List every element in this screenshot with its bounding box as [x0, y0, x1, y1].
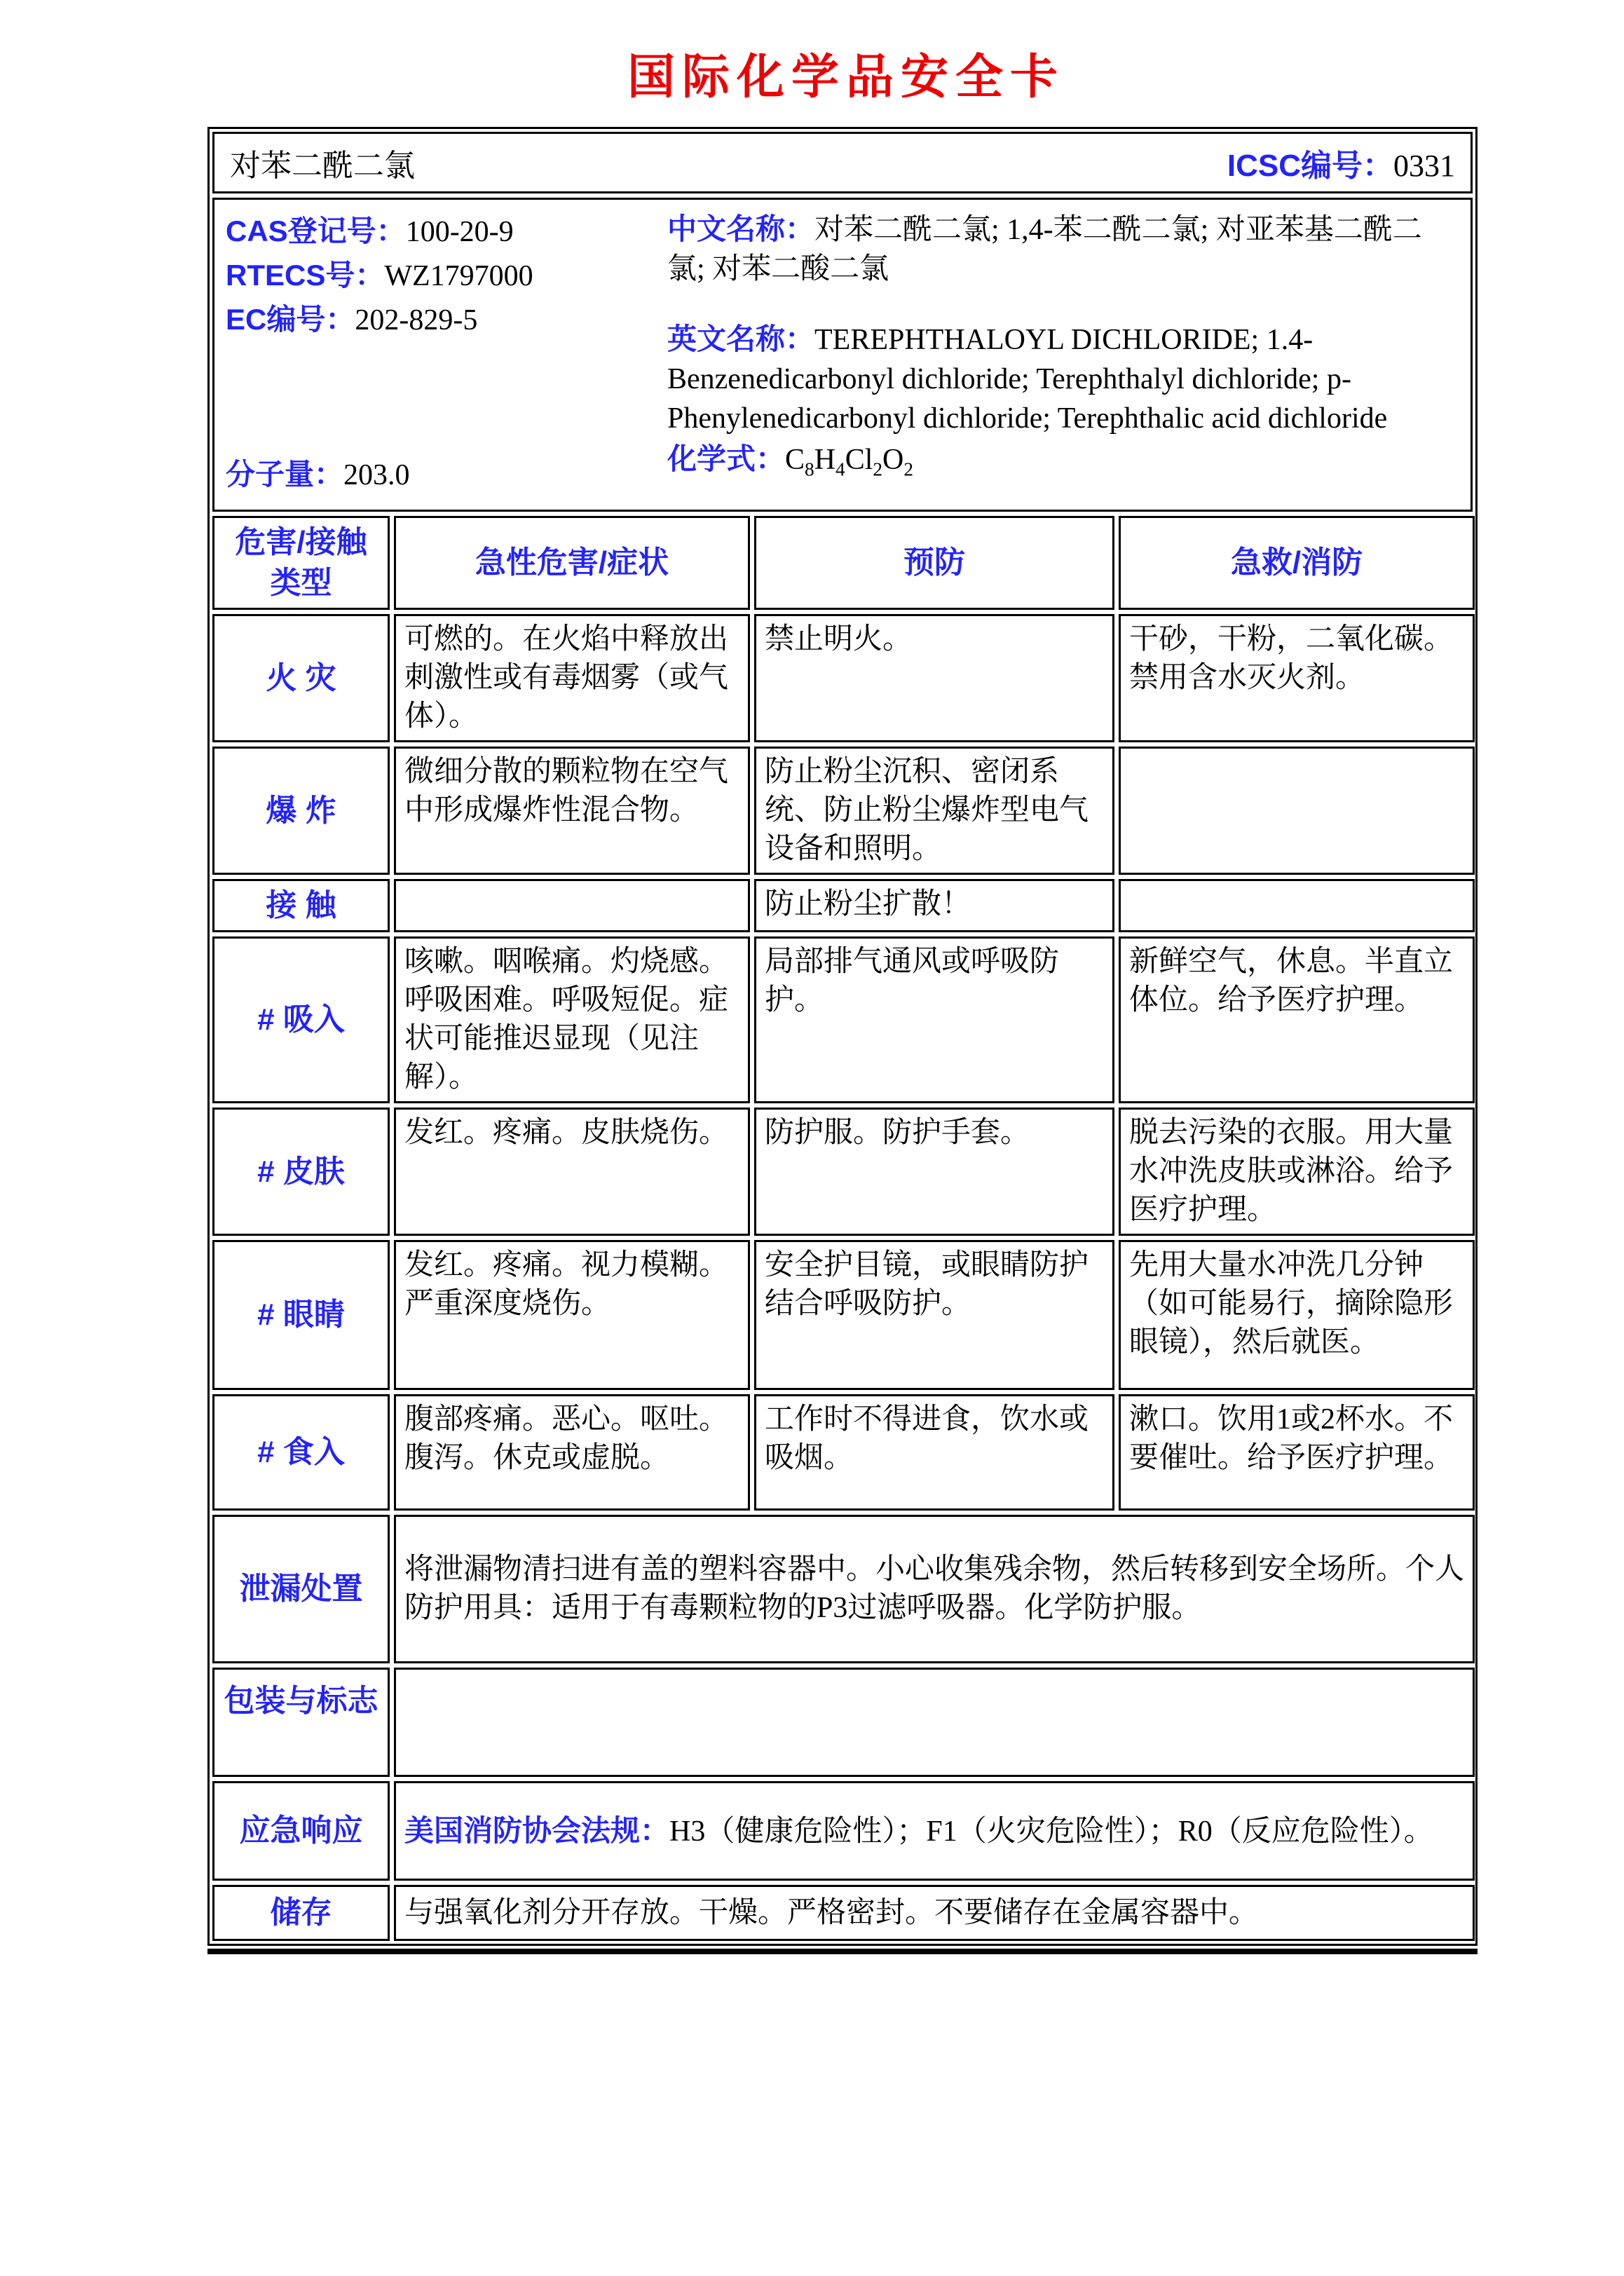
row-label-storage: 储存	[212, 1885, 390, 1941]
emergency-response-content	[394, 1781, 1475, 1881]
ec-label: EC编号：	[226, 303, 355, 336]
row-label-explosion: 爆 炸	[212, 747, 390, 875]
column-header-symptoms: 急性危害/症状	[394, 516, 750, 610]
row-label-skin: # 皮肤	[212, 1108, 390, 1236]
explosion-symptoms: 微细分散的颗粒物在空气中形成爆炸性混合物。	[394, 747, 750, 875]
row-label-emergency-response: 应急响应	[212, 1781, 390, 1881]
eyes-symptoms: 发红。疼痛。视力模糊。严重深度烧伤。	[394, 1240, 750, 1390]
icsc-number: 0331	[1393, 149, 1455, 183]
ec-line	[226, 298, 667, 342]
fire-prevention: 禁止明火。	[754, 614, 1114, 742]
column-header-hazard-type: 危害/接触类型	[212, 516, 390, 610]
exposure-prevention: 防止粉尘扩散！	[754, 879, 1114, 932]
english-names	[667, 320, 1456, 438]
icsc-card	[207, 127, 1478, 1946]
chemical-formula-label: 化学式：	[667, 442, 786, 475]
skin-symptoms: 发红。疼痛。皮肤烧伤。	[394, 1108, 750, 1236]
row-label-fire: 火 灾	[212, 614, 390, 742]
spill-disposal-text: 将泄漏物清扫进有盖的塑料容器中。小心收集残余物，然后转移到安全场所。个人防护用具：适用于有毒颗粒物的P3过滤呼吸器。化学防护服。	[404, 1553, 1465, 1624]
molecular-weight-label: 分子量：	[226, 458, 344, 491]
packaging-labelling-content	[394, 1668, 1475, 1777]
column-header-prevention: 预防	[754, 516, 1114, 610]
identity-section	[212, 198, 1473, 512]
chemical-formula-value: $C_8H_4Cl_2O_2$	[785, 444, 914, 480]
row-label-inhalation: # 吸入	[212, 936, 390, 1103]
rtecs-line	[226, 254, 667, 298]
molecular-weight-line	[226, 453, 667, 497]
ingestion-prevention: 工作时不得进食，饮水或吸烟。	[754, 1394, 1114, 1511]
eyes-first-aid: 先用大量水冲洗几分钟（如可能易行，摘除隐形眼镜），然后就医。	[1119, 1240, 1475, 1390]
identity-right-column	[667, 210, 1456, 497]
icsc-number-field	[1227, 140, 1455, 185]
chinese-names	[667, 210, 1456, 289]
chemical-formula-line	[667, 438, 1456, 490]
row-label-packaging-labelling: 包装与标志	[212, 1668, 390, 1777]
rtecs-value: WZ1797000	[384, 260, 533, 292]
hazard-table	[212, 516, 1473, 1941]
skin-first-aid: 脱去污染的衣服。用大量水冲洗皮肤或淋浴。给予医疗护理。	[1119, 1108, 1475, 1236]
exposure-symptoms	[394, 879, 750, 932]
eyes-prevention: 安全护目镜，或眼睛防护结合呼吸防护。	[754, 1240, 1114, 1390]
storage-content	[394, 1885, 1475, 1941]
english-names-value: TEREPHTHALOYL DICHLORIDE; 1.4-Benzenedicarbonyl dichloride; Terephthalyl dichloride; p-Phenylenedicarbonyl dichloride; Terephthalic acid dichloride	[667, 324, 1388, 435]
fire-symptoms: 可燃的。在火焰中释放出刺激性或有毒烟雾（或气体）。	[394, 614, 750, 742]
inhalation-prevention: 局部排气通风或呼吸防护。	[754, 936, 1114, 1103]
molecular-weight-value: 203.0	[343, 459, 410, 491]
cas-line	[226, 210, 667, 254]
substance-name: 对苯二酰二氯	[230, 149, 415, 183]
icsc-label: ICSC编号：	[1227, 149, 1393, 183]
english-names-label: 英文名称：	[667, 322, 815, 355]
nfpa-codes: H3（健康危险性）；F1（火灾危险性）；R0（反应危险性）。	[669, 1815, 1433, 1848]
spill-disposal-content	[394, 1515, 1475, 1663]
cas-label: CAS登记号：	[226, 214, 406, 247]
column-header-first-aid: 急救/消防	[1119, 516, 1475, 610]
cas-value: 100-20-9	[405, 216, 514, 248]
chinese-names-label: 中文名称：	[667, 212, 815, 245]
ec-value: 202-829-5	[355, 304, 478, 336]
identity-left-column	[226, 210, 667, 497]
storage-text: 与强氧化剂分开存放。干燥。严格密封。不要储存在金属容器中。	[404, 1896, 1259, 1929]
row-label-ingestion: # 食入	[212, 1394, 390, 1511]
page-title: 国际化学品安全卡	[627, 50, 1065, 104]
explosion-first-aid	[1119, 747, 1475, 875]
fire-first-aid: 干砂，干粉，二氧化碳。禁用含水灭火剂。	[1119, 614, 1475, 742]
card-header-row	[212, 132, 1473, 193]
ingestion-first-aid: 漱口。饮用1或2杯水。不要催吐。给予医疗护理。	[1119, 1394, 1475, 1511]
explosion-prevention: 防止粉尘沉积、密闭系统、防止粉尘爆炸型电气设备和照明。	[754, 747, 1114, 875]
row-label-spill-disposal: 泄漏处置	[212, 1515, 390, 1663]
skin-prevention: 防护服。防护手套。	[754, 1108, 1114, 1236]
exposure-first-aid	[1119, 879, 1475, 932]
row-label-exposure: 接 触	[212, 879, 390, 932]
row-label-eyes: # 眼睛	[212, 1240, 390, 1390]
nfpa-label: 美国消防协会法规：	[404, 1813, 670, 1847]
rtecs-label: RTECS号：	[226, 259, 385, 292]
ingestion-symptoms: 腹部疼痛。恶心。呕吐。腹泻。休克或虚脱。	[394, 1394, 750, 1511]
inhalation-first-aid: 新鲜空气，休息。半直立体位。给予医疗护理。	[1119, 936, 1475, 1103]
chinese-names-value: 对苯二酰二氯; 1,4-苯二酰二氯; 对亚苯基二酰二氯; 对苯二酸二氯	[667, 214, 1422, 285]
inhalation-symptoms: 咳嗽。咽喉痛。灼烧感。呼吸困难。呼吸短促。症状可能推迟显现（见注解）。	[394, 936, 750, 1103]
